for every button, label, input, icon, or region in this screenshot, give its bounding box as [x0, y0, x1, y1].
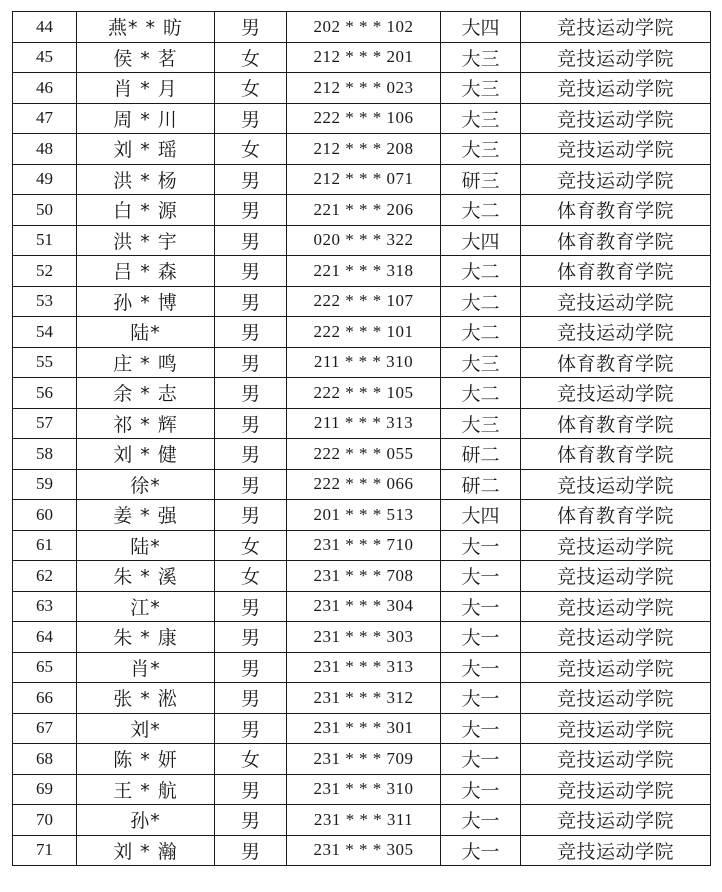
gender-cell: 男 [215, 103, 287, 134]
row-number-cell: 68 [13, 744, 77, 775]
table-row [13, 805, 711, 836]
row-number-cell: 71 [13, 835, 77, 866]
row-number-cell: 53 [13, 286, 77, 317]
row-number-cell: 57 [13, 408, 77, 439]
college-cell: 竞技运动学院 [521, 530, 711, 561]
row-number-cell: 45 [13, 42, 77, 73]
grade-cell: 研二 [441, 439, 521, 470]
table-row [13, 683, 711, 714]
college-cell: 竞技运动学院 [521, 652, 711, 683]
gender-cell: 男 [215, 164, 287, 195]
table-row [13, 42, 711, 73]
gender-cell: 男 [215, 317, 287, 348]
student-id-cell: 231 * * * 313 [287, 652, 441, 683]
student-name-cell: 朱 * 溪 [77, 561, 215, 592]
student-name-cell: 庄 * 鸣 [77, 347, 215, 378]
student-name-cell: 孙* [77, 805, 215, 836]
grade-cell: 大一 [441, 805, 521, 836]
gender-cell: 男 [215, 469, 287, 500]
table-row [13, 378, 711, 409]
student-id-cell: 231 * * * 312 [287, 683, 441, 714]
student-name-cell: 张 * 淞 [77, 683, 215, 714]
college-cell: 体育教育学院 [521, 225, 711, 256]
grade-cell: 大一 [441, 530, 521, 561]
student-name-cell: 王 * 航 [77, 774, 215, 805]
grade-cell: 大二 [441, 286, 521, 317]
student-name-cell: 徐* [77, 469, 215, 500]
gender-cell: 男 [215, 500, 287, 531]
college-cell: 竞技运动学院 [521, 73, 711, 104]
student-name-cell: 洪 * 杨 [77, 164, 215, 195]
row-number-cell: 63 [13, 591, 77, 622]
student-id-cell: 212 * * * 208 [287, 134, 441, 165]
student-id-cell: 222 * * * 106 [287, 103, 441, 134]
grade-cell: 大二 [441, 317, 521, 348]
student-name-cell: 刘 * 健 [77, 439, 215, 470]
student-id-cell: 231 * * * 304 [287, 591, 441, 622]
student-id-cell: 231 * * * 311 [287, 805, 441, 836]
grade-cell: 大二 [441, 195, 521, 226]
student-name-cell: 陈 * 妍 [77, 744, 215, 775]
grade-cell: 大三 [441, 73, 521, 104]
college-cell: 竞技运动学院 [521, 164, 711, 195]
student-id-cell: 201 * * * 513 [287, 500, 441, 531]
grade-cell: 大二 [441, 256, 521, 287]
row-number-cell: 55 [13, 347, 77, 378]
gender-cell: 男 [215, 347, 287, 378]
gender-cell: 男 [215, 256, 287, 287]
table-row [13, 317, 711, 348]
row-number-cell: 64 [13, 622, 77, 653]
table-row [13, 134, 711, 165]
student-id-cell: 222 * * * 107 [287, 286, 441, 317]
student-id-cell: 231 * * * 710 [287, 530, 441, 561]
student-name-cell: 洪 * 宇 [77, 225, 215, 256]
student-name-cell: 祁 * 辉 [77, 408, 215, 439]
row-number-cell: 49 [13, 164, 77, 195]
student-name-cell: 周 * 川 [77, 103, 215, 134]
table-row [13, 591, 711, 622]
college-cell: 竞技运动学院 [521, 591, 711, 622]
student-id-cell: 231 * * * 303 [287, 622, 441, 653]
student-name-cell: 侯 * 茗 [77, 42, 215, 73]
table-row [13, 225, 711, 256]
table-row [13, 622, 711, 653]
gender-cell: 男 [215, 439, 287, 470]
gender-cell: 女 [215, 530, 287, 561]
grade-cell: 大一 [441, 774, 521, 805]
table-row [13, 744, 711, 775]
student-roster-table [12, 11, 711, 866]
gender-cell: 男 [215, 774, 287, 805]
gender-cell: 男 [215, 12, 287, 43]
row-number-cell: 47 [13, 103, 77, 134]
gender-cell: 男 [215, 378, 287, 409]
gender-cell: 女 [215, 73, 287, 104]
grade-cell: 研二 [441, 469, 521, 500]
student-name-cell: 孙 * 博 [77, 286, 215, 317]
table-row [13, 347, 711, 378]
table-row [13, 286, 711, 317]
student-name-cell: 刘 * 瀚 [77, 835, 215, 866]
student-id-cell: 221 * * * 318 [287, 256, 441, 287]
table-row [13, 73, 711, 104]
roster-table-body [13, 12, 711, 866]
college-cell: 竞技运动学院 [521, 134, 711, 165]
student-name-cell: 陆* [77, 530, 215, 561]
student-name-cell: 江* [77, 591, 215, 622]
college-cell: 竞技运动学院 [521, 622, 711, 653]
student-id-cell: 212 * * * 023 [287, 73, 441, 104]
row-number-cell: 62 [13, 561, 77, 592]
college-cell: 体育教育学院 [521, 195, 711, 226]
table-row [13, 530, 711, 561]
table-row [13, 439, 711, 470]
table-row [13, 195, 711, 226]
grade-cell: 大三 [441, 134, 521, 165]
student-id-cell: 231 * * * 709 [287, 744, 441, 775]
student-id-cell: 222 * * * 066 [287, 469, 441, 500]
table-row [13, 652, 711, 683]
grade-cell: 大一 [441, 622, 521, 653]
grade-cell: 大一 [441, 835, 521, 866]
table-row [13, 12, 711, 43]
grade-cell: 大三 [441, 347, 521, 378]
gender-cell: 男 [215, 286, 287, 317]
gender-cell: 女 [215, 134, 287, 165]
student-id-cell: 202 * * * 102 [287, 12, 441, 43]
table-row [13, 469, 711, 500]
college-cell: 体育教育学院 [521, 439, 711, 470]
row-number-cell: 61 [13, 530, 77, 561]
student-id-cell: 231 * * * 708 [287, 561, 441, 592]
college-cell: 竞技运动学院 [521, 561, 711, 592]
college-cell: 竞技运动学院 [521, 805, 711, 836]
student-name-cell: 吕 * 森 [77, 256, 215, 287]
row-number-cell: 44 [13, 12, 77, 43]
row-number-cell: 52 [13, 256, 77, 287]
table-row [13, 500, 711, 531]
gender-cell: 男 [215, 805, 287, 836]
student-id-cell: 222 * * * 105 [287, 378, 441, 409]
row-number-cell: 69 [13, 774, 77, 805]
grade-cell: 大三 [441, 408, 521, 439]
college-cell: 竞技运动学院 [521, 774, 711, 805]
college-cell: 竞技运动学院 [521, 42, 711, 73]
student-id-cell: 222 * * * 055 [287, 439, 441, 470]
college-cell: 体育教育学院 [521, 347, 711, 378]
gender-cell: 女 [215, 744, 287, 775]
student-id-cell: 211 * * * 310 [287, 347, 441, 378]
college-cell: 竞技运动学院 [521, 317, 711, 348]
table-row [13, 103, 711, 134]
grade-cell: 大一 [441, 652, 521, 683]
gender-cell: 男 [215, 408, 287, 439]
gender-cell: 女 [215, 561, 287, 592]
roster-document [12, 11, 710, 866]
college-cell: 竞技运动学院 [521, 835, 711, 866]
gender-cell: 男 [215, 225, 287, 256]
grade-cell: 大四 [441, 12, 521, 43]
row-number-cell: 65 [13, 652, 77, 683]
row-number-cell: 67 [13, 713, 77, 744]
row-number-cell: 66 [13, 683, 77, 714]
grade-cell: 大三 [441, 42, 521, 73]
row-number-cell: 70 [13, 805, 77, 836]
student-name-cell: 白 * 源 [77, 195, 215, 226]
row-number-cell: 51 [13, 225, 77, 256]
row-number-cell: 54 [13, 317, 77, 348]
table-row [13, 408, 711, 439]
gender-cell: 男 [215, 652, 287, 683]
student-id-cell: 231 * * * 301 [287, 713, 441, 744]
row-number-cell: 50 [13, 195, 77, 226]
table-row [13, 256, 711, 287]
college-cell: 体育教育学院 [521, 500, 711, 531]
college-cell: 体育教育学院 [521, 256, 711, 287]
student-name-cell: 刘 * 瑶 [77, 134, 215, 165]
college-cell: 竞技运动学院 [521, 683, 711, 714]
student-name-cell: 肖* [77, 652, 215, 683]
gender-cell: 男 [215, 713, 287, 744]
college-cell: 体育教育学院 [521, 408, 711, 439]
college-cell: 竞技运动学院 [521, 713, 711, 744]
student-name-cell: 陆* [77, 317, 215, 348]
gender-cell: 男 [215, 683, 287, 714]
row-number-cell: 60 [13, 500, 77, 531]
table-row [13, 713, 711, 744]
row-number-cell: 58 [13, 439, 77, 470]
table-row [13, 774, 711, 805]
college-cell: 竞技运动学院 [521, 12, 711, 43]
gender-cell: 女 [215, 42, 287, 73]
grade-cell: 大一 [441, 683, 521, 714]
college-cell: 竞技运动学院 [521, 469, 711, 500]
student-name-cell: 肖 * 月 [77, 73, 215, 104]
grade-cell: 大一 [441, 591, 521, 622]
college-cell: 竞技运动学院 [521, 378, 711, 409]
student-id-cell: 231 * * * 305 [287, 835, 441, 866]
student-id-cell: 020 * * * 322 [287, 225, 441, 256]
student-name-cell: 燕* * 昉 [77, 12, 215, 43]
student-id-cell: 221 * * * 206 [287, 195, 441, 226]
grade-cell: 大四 [441, 500, 521, 531]
gender-cell: 男 [215, 622, 287, 653]
student-name-cell: 朱 * 康 [77, 622, 215, 653]
table-row [13, 164, 711, 195]
table-row [13, 561, 711, 592]
grade-cell: 大三 [441, 103, 521, 134]
student-id-cell: 212 * * * 201 [287, 42, 441, 73]
row-number-cell: 48 [13, 134, 77, 165]
student-name-cell: 刘* [77, 713, 215, 744]
gender-cell: 男 [215, 591, 287, 622]
grade-cell: 大一 [441, 561, 521, 592]
gender-cell: 男 [215, 195, 287, 226]
row-number-cell: 56 [13, 378, 77, 409]
student-id-cell: 212 * * * 071 [287, 164, 441, 195]
grade-cell: 大二 [441, 378, 521, 409]
college-cell: 竞技运动学院 [521, 103, 711, 134]
grade-cell: 大一 [441, 744, 521, 775]
row-number-cell: 59 [13, 469, 77, 500]
table-row [13, 835, 711, 866]
student-name-cell: 余 * 志 [77, 378, 215, 409]
gender-cell: 男 [215, 835, 287, 866]
student-name-cell: 姜 * 强 [77, 500, 215, 531]
grade-cell: 大一 [441, 713, 521, 744]
college-cell: 竞技运动学院 [521, 286, 711, 317]
student-id-cell: 222 * * * 101 [287, 317, 441, 348]
college-cell: 竞技运动学院 [521, 744, 711, 775]
row-number-cell: 46 [13, 73, 77, 104]
grade-cell: 研三 [441, 164, 521, 195]
student-id-cell: 231 * * * 310 [287, 774, 441, 805]
student-id-cell: 211 * * * 313 [287, 408, 441, 439]
grade-cell: 大四 [441, 225, 521, 256]
